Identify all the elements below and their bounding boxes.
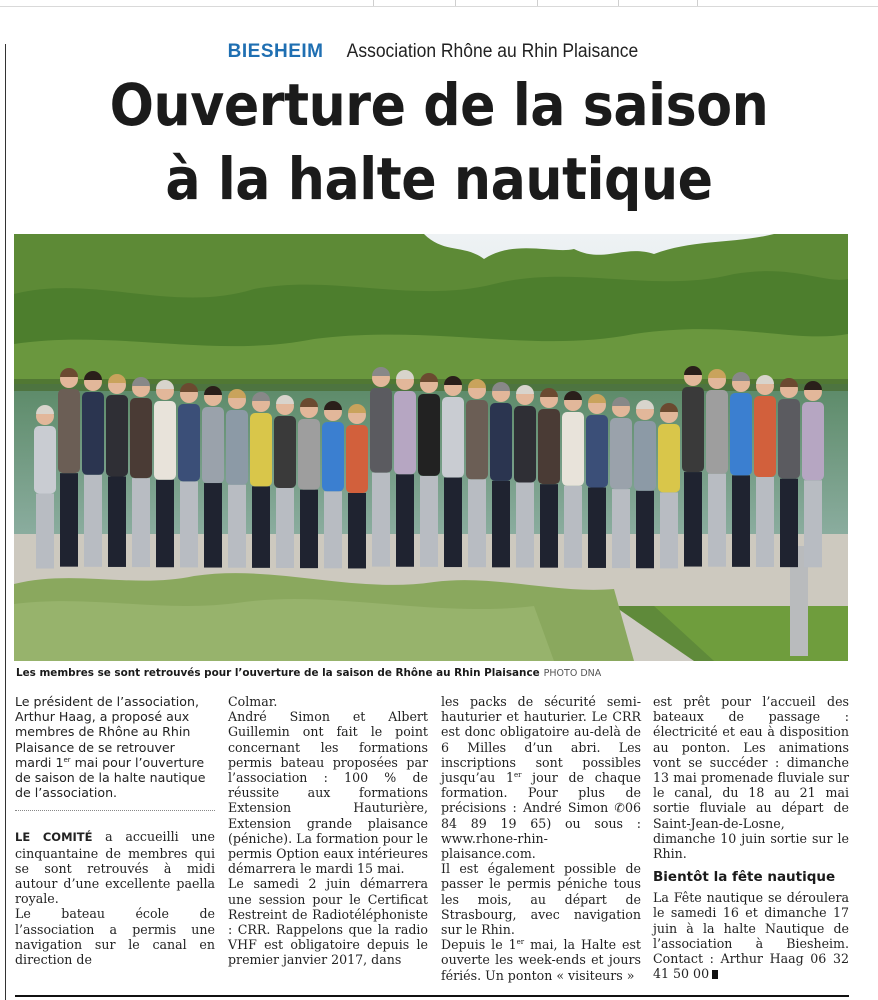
person-legs [540,484,558,568]
photo-credit: PHOTO DNA [543,668,602,679]
article-column-1 [15,694,215,967]
person-torso [730,393,752,475]
person-legs [516,483,534,568]
person-torso [298,419,320,490]
subheading: Bientôt la fête nautique [653,869,836,886]
person-legs [708,474,726,567]
person-legs [348,493,366,569]
kicker-place: BIESHEIM [227,41,324,62]
person-torso [514,406,536,483]
person-legs [420,476,438,567]
person-legs [156,480,174,568]
person-torso [274,416,296,488]
person-torso [658,424,680,492]
paragraph: Il est également possible de passer le permis péniche tous les mois, au départ de Strasbourg, avec navigation sur le Rhin. [441,861,641,938]
photo-caption [16,666,876,681]
person-legs [732,475,750,566]
paragraph [441,694,641,861]
person-legs [780,479,798,568]
person-torso [394,391,416,474]
superscript: er [516,938,525,947]
group-photo [14,234,848,661]
paragraph: Le samedi 2 juin démarrera une session pour le Certificat Restreint de Radiotéléphoniste : CRR. Rappelons que la radio VHF est obligatoire depuis le premier janvier 2017, dans [228,876,428,968]
person-legs [636,491,654,569]
divider [455,0,456,6]
person-legs [468,479,486,567]
person-torso [34,426,56,494]
person-torso [178,404,200,481]
paragraph: Colmar. [228,694,278,709]
person-torso [754,396,776,477]
bottom-rule [15,995,849,997]
superscript: er [513,770,522,779]
person-legs [756,477,774,567]
paragraph-comite-text: a accueilli une cinquantaine de membres qui se sont retrouvés à midi autour d’une excellente paella royale. [15,829,215,907]
headline [0,68,878,216]
person-legs [84,475,102,567]
person-legs [804,480,822,567]
caption-text: Les membres se sont retrouvés pour l’ouverture de la saison de Rhône au Rhin Plaisance [16,667,540,679]
person-torso [778,399,800,479]
person-torso [706,390,728,474]
person-legs [300,490,318,569]
person-torso [250,413,272,486]
intro-text-b: mai pour l’ouverture de saison de la halte nautique de l’association. [15,754,206,801]
person-torso [490,403,512,481]
person-torso [682,387,704,472]
person-torso [322,422,344,491]
person-legs [252,486,270,567]
person-legs [132,478,150,567]
grass-right [654,606,848,661]
intro-text-a: Le président de l’association, Arthur Haag, a proposé aux membres de Rhône au Rhin Plaisance de se retrouver mardi 1 [15,694,199,770]
person-legs [372,473,390,567]
headline-line-1: Ouverture de la saison [109,71,769,139]
dotted-separator [15,810,215,811]
group-photo-illustration [14,234,848,661]
person-legs [660,492,678,568]
person-legs [60,473,78,567]
text: Depuis le 1 [441,937,517,953]
text: La Fête nautique se déroulera le samedi 16 et dimanche 17 juin à la halte Nautique de l’association à Biesheim. Contact : Arthur Haag 06 32 41 50 00 [653,890,849,982]
paragraph-bateau: Le bateau école de l’association a permis une navigation sur le canal en direction de [15,906,215,968]
person-legs [180,481,198,567]
kicker-association: Association Rhône au Rhin Plaisance [346,41,638,62]
person-legs [612,489,630,568]
person-torso [58,389,80,473]
person-torso [370,388,392,473]
divider [618,0,619,6]
divider [373,0,374,6]
divider [697,0,698,6]
person-legs [396,474,414,567]
person-torso [418,394,440,476]
article-column-2 [228,694,428,968]
person-torso [802,402,824,480]
person-legs [324,491,342,568]
intro-paragraph [15,694,215,800]
person-legs [564,486,582,568]
person-legs [492,481,510,567]
person-torso [82,392,104,475]
person-legs [228,485,246,568]
person-torso [610,418,632,489]
person-legs [204,483,222,568]
article-column-3 [441,694,641,983]
person-torso [106,395,128,476]
person-torso [202,407,224,483]
paragraph: est prêt pour l’accueil des bateaux de passage : électricité et eau à disposition au ponton. Les animations vont se succéder : dimanche 13 mai promenade fluviale sur le canal, du 18 au 21 mai sortie fluviale au départ de Saint-Jean-de-Losne, dimanche 10 juin sortie sur le Rhin. [653,694,849,862]
text: jour de chaque formation. Pour plus de précisions : André Simon ✆06 84 89 19 65) ou sous : www.rhone-rhin-plaisance.com. [441,770,641,862]
person-torso [226,410,248,485]
paragraph-comite [15,829,215,906]
article-column-4 [653,694,849,981]
intro-superscript: er [63,755,71,764]
person-torso [442,397,464,478]
end-mark-icon [712,970,718,979]
person-legs [444,478,462,568]
text: les packs de sécurité semi-hauturier et hauturier. Le CRR est donc obligatoire au-delà de 6 Milles d’un abri. Les inscriptions sont possibles jusqu’au 1 [441,694,641,786]
person-legs [588,487,606,568]
paragraph [653,890,849,981]
text: mai, la Halte est ouverte les week-ends et jours fériés. Un ponton « visiteurs » [441,937,641,983]
person-torso [466,400,488,479]
kicker [0,40,878,64]
paragraph [441,937,641,983]
person-torso [562,412,584,486]
person-torso [130,398,152,478]
top-strip [0,0,878,7]
person-legs [36,494,54,569]
person-legs [684,472,702,567]
person-legs [108,476,126,567]
person-torso [346,425,368,493]
person-torso [634,421,656,491]
headline-line-2: à la halte nautique [165,145,713,213]
person-torso [154,401,176,480]
person-torso [586,415,608,487]
lead-word: LE COMITÉ [15,830,93,845]
person-torso [538,409,560,484]
paragraph: André Simon et Albert Guillemin ont fait le point concernant les formations permis bateau proposées par l’association : 100 % de réussite aux formations Extension Hauturière, Extension grande plaisance (péniche). La formation pour le permis Option eaux intérieures démarrera le mardi 15 mai. [228,709,428,877]
divider [537,0,538,6]
person-legs [276,488,294,568]
